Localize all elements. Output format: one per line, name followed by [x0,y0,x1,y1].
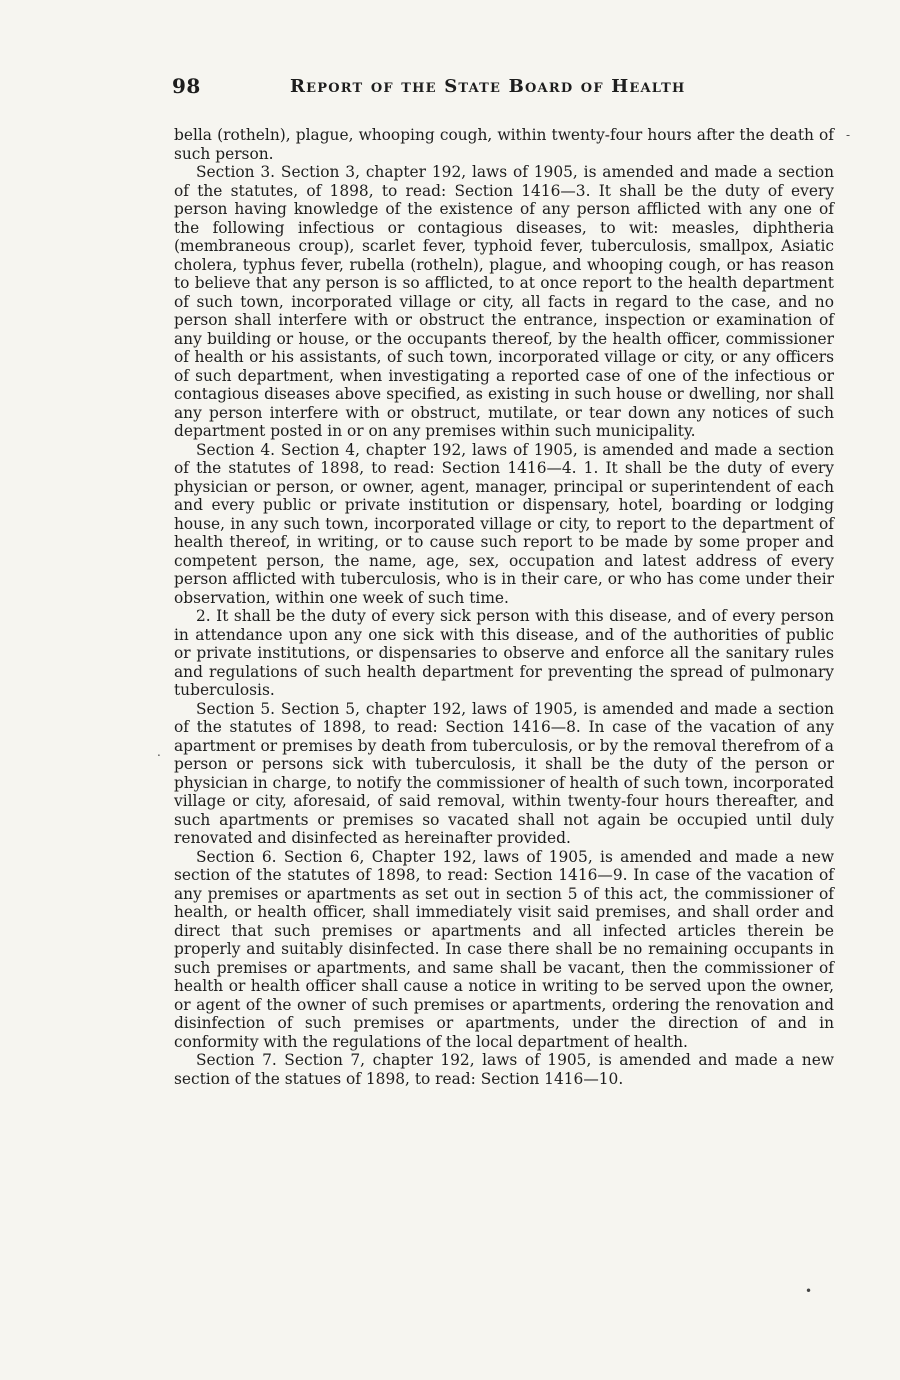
margin-speck: . [157,745,161,759]
page-number: 98 [172,74,201,98]
paragraph-section-6: Section 6. Section 6, Chapter 192, laws of 1905, is amended and made a new section of the statutes of 1898, to read: Section 1416—9. In case of the vacation of any premises or apartments as set out in section 5 of this act, the commissioner of health, or health officer, shall immediately visit said premises, and shall order and direct that such premises or apartments and all infected articles therein be properly and suitably disinfected. In case there shall be no remaining occupants in such premises or apartments, and same shall be vacant, then the commissioner of health or health officer shall cause a notice in writing to be served upon the owner, or agent of the owner of such premises or apartments, ordering the renovation and disinfection of such premises or apartments, under the direction of and in conformity with the regulations of the local department of health. [174,847,834,1051]
paragraph-section-5: Section 5. Section 5, chapter 192, laws of 1905, is amended and made a section of the statutes of 1898, to read: Section 1416—8. In case of the vacation of any apartment or premises by death from tuberculosis, or by the removal therefrom of a person or persons sick with tuberculosis, it shall be the duty of the person or physician in charge, to notify the commissioner of health of such town, incorporated village or city, aforesaid, of said removal, within twenty-four hours thereafter, and such apartments or premises so vacated shall not again be occupied until duly renovated and disinfected as hereinafter provided. [174,699,834,847]
body-text [174,126,834,1088]
paragraph-section-4: Section 4. Section 4, chapter 192, laws of 1905, is amended and made a section of the statutes of 1898, to read: Section 1416—4. 1. It shall be the duty of every physician or person, or owner, agent, manager, principal or superintendent of each and every public or private institution or dispensary, hotel, boarding or lodging house, in any such town, incorporated village or city, to report to the department of health thereof, in writing, or to cause such report to be made by some proper and competent person, the name, age, sex, occupation and latest address of every person afflicted with tuberculosis, who is in their care, or who has come under their observation, within one week of such time. [174,440,834,607]
paragraph-section-4-item-2: 2. It shall be the duty of every sick person with this disease, and of every person in attendance upon any one sick with this disease, and of the authorities of public or private institutions, or dispensaries to observe and enforce all the sanitary rules and regulations of such health department for preventing the spread of pulmonary tuberculosis. [174,607,834,699]
margin-speck: • [805,1284,813,1298]
paragraph-section-3: Section 3. Section 3, chapter 192, laws of 1905, is amended and made a section of the statutes, of 1898, to read: Section 1416—3. It shall be the duty of every person having knowledge of the existence of any person afflicted with any one of the following infectious or contagious diseases, to wit: measles, diphtheria (membraneous croup), scarlet fever, typhoid fever, tuberculosis, smallpox, Asiatic cholera, typhus fever, rubella (rotheln), plague, and whooping cough, or has reason to believe that any person is so afflicted, to at once report to the health department of such town, incorporated village or city, all facts in regard to the case, and no person shall interfere with or obstruct the entrance, inspection or examination of any building or house, or the occupants thereof, by the health officer, commissioner of health or his assistants, of such town, incorporated village or city, or any officers of such department, when investigating a reported case of one of the infectious or contagious diseases above specified, as existing in such house or dwelling, nor shall any person interfere with or obstruct, mutilate, or tear down any notices of such department posted in or on any premises within such municipality. [174,163,834,440]
margin-speck: - [846,128,851,142]
paragraph-continuation: bella (rotheln), plague, whooping cough, within twenty-four hours after the death of such person. [174,126,834,163]
running-title: Report of the State Board of Health [290,76,686,97]
paragraph-section-7: Section 7. Section 7, chapter 192, laws of 1905, is amended and made a new section of the statues of 1898, to read: Section 1416—10. [174,1051,834,1088]
page-header [172,74,732,104]
